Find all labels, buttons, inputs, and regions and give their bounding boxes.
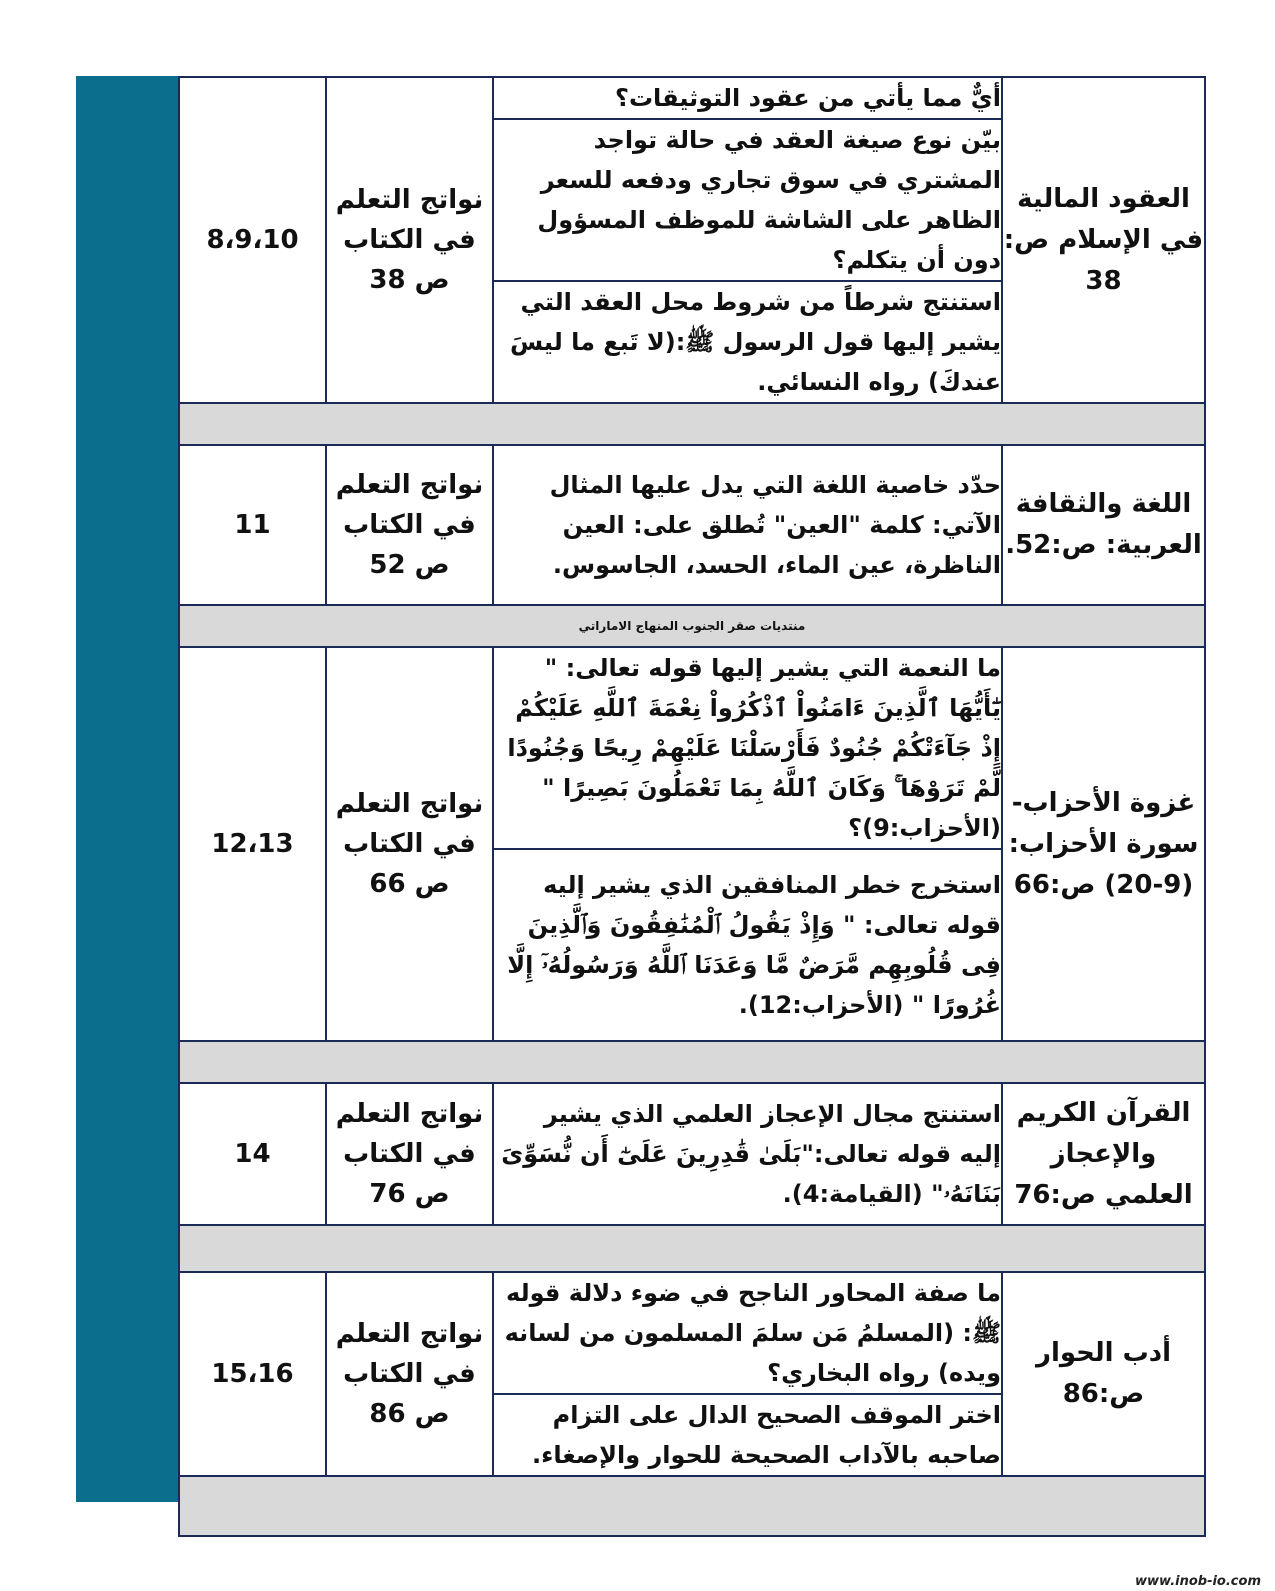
outcome-cell: نواتج التعلم في الكتاب ص 86 [326, 1272, 493, 1476]
separator-row [179, 403, 1205, 445]
table-row [179, 77, 1205, 119]
question-cell: استخرج خطر المنافقين الذي يشير إليه قوله تعالى: " وَإِذْ يَقُولُ ٱلْمُنَٰفِقُونَ وَٱلَّذِينَ فِى قُلُوبِهِم مَّرَضٌ مَّا وَعَدَنَا ٱللَّهُ وَرَسُولُهُۥٓ إِلَّا غُرُورًا " (الأحزاب:12). [493, 849, 1002, 1041]
separator-row [179, 605, 1205, 647]
table-row [179, 445, 1205, 605]
number-cell: 12،13 [179, 647, 326, 1041]
table-row [179, 1272, 1205, 1394]
lesson-cell: غزوة الأحزاب- سورة الأحزاب: (9-20) ص:66 [1002, 647, 1205, 1041]
outcome-cell: نواتج التعلم في الكتاب ص 38 [326, 77, 493, 403]
number-cell: 15،16 [179, 1272, 326, 1476]
watermark: www.inob-io.com [1135, 1574, 1261, 1589]
question-cell: حدّد خاصية اللغة التي يدل عليها المثال الآتي: كلمة "العين" تُطلق على: العين الناظرة، عين الماء، الحسد، الجاسوس. [493, 445, 1002, 605]
question-cell: استنتج شرطاً من شروط محل العقد التي يشير إليها قول الرسول ﷺ:(لا تَبع ما ليسَ عندكَ) رواه النسائي. [493, 281, 1002, 403]
question-cell: بيّن نوع صيغة العقد في حالة تواجد المشتري في سوق تجاري ودفعه للسعر الظاهر على الشاشة للموظف المسؤول دون أن يتكلم؟ [493, 119, 1002, 281]
question-cell: ما صفة المحاور الناجح في ضوء دلالة قوله ﷺ: (المسلمُ مَن سلمَ المسلمون من لسانه ويده) رواه البخاري؟ [493, 1272, 1002, 1394]
outcome-cell: نواتج التعلم في الكتاب ص 66 [326, 647, 493, 1041]
question-cell: اختر الموقف الصحيح الدال على التزام صاحبه بالآداب الصحيحة للحوار والإصغاء. [493, 1394, 1002, 1476]
lesson-cell: اللغة والثقافة العربية: ص:52. [1002, 445, 1205, 605]
lesson-cell: العقود المالية في الإسلام ص: 38 [1002, 77, 1205, 403]
number-cell: 8،9،10 [179, 77, 326, 403]
separator-row [179, 1476, 1205, 1536]
table-row [179, 1083, 1205, 1225]
question-cell: استنتج مجال الإعجاز العلمي الذي يشير إليه قوله تعالى:"بَلَىٰ قَٰدِرِينَ عَلَىٰٓ أَن نُّسَوِّىَ بَنَانَهُۥ" (القيامة:4). [493, 1083, 1002, 1225]
question-cell: ما النعمة التي يشير إليها قوله تعالى: " يَٰٓأَيُّهَا ٱلَّذِينَ ءَامَنُواْ ٱذْكُرُواْ نِعْمَةَ ٱللَّهِ عَلَيْكُمْ إِذْ جَآءَتْكُمْ جُنُودٌ فَأَرْسَلْنَا عَلَيْهِمْ رِيحًا وَجُنُودًا لَّمْ تَرَوْهَا ۚ وَكَانَ ٱللَّهُ بِمَا تَعْمَلُونَ بَصِيرًا " (الأحزاب:9)؟ [493, 647, 1002, 849]
lesson-cell: القرآن الكريم والإعجاز العلمي ص:76 [1002, 1083, 1205, 1225]
separator-row [179, 1225, 1205, 1272]
outcome-cell: نواتج التعلم في الكتاب ص 76 [326, 1083, 493, 1225]
lesson-cell: أدب الحوار ص:86 [1002, 1272, 1205, 1476]
separator-row [179, 1041, 1205, 1083]
left-sidebar-band [76, 76, 178, 1502]
question-cell: أيٌّ مما يأتي من عقود التوثيقات؟ [493, 77, 1002, 119]
separator-note: منتديات صقر الجنوب المنهاج الاماراتي [179, 605, 1205, 647]
assessment-table [178, 76, 1206, 1537]
number-cell: 14 [179, 1083, 326, 1225]
outcome-cell: نواتج التعلم في الكتاب ص 52 [326, 445, 493, 605]
table-row [179, 647, 1205, 849]
number-cell: 11 [179, 445, 326, 605]
